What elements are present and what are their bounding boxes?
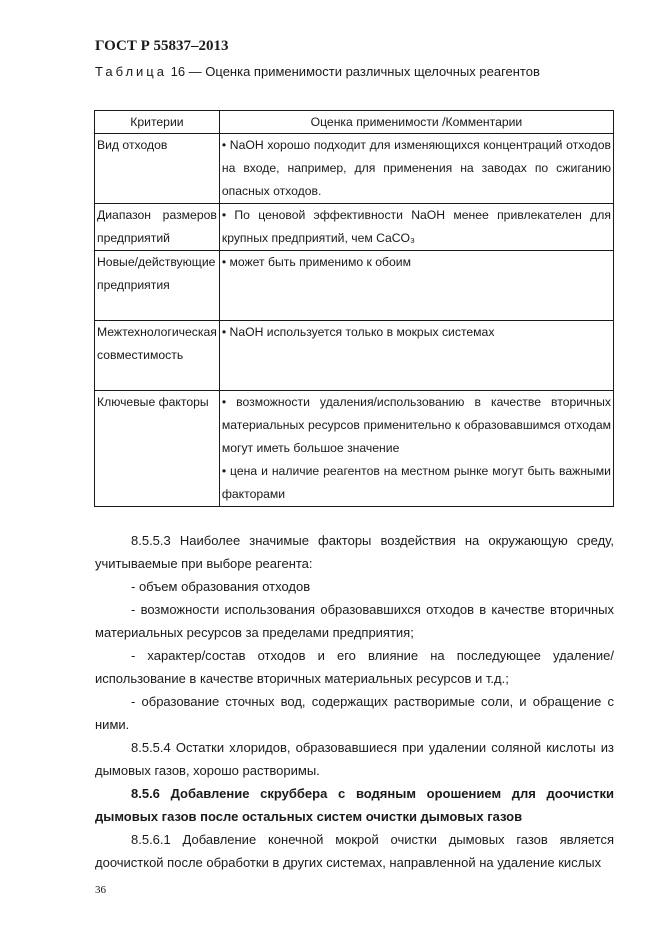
comment-text: • возможности удаления/использованию в качестве вторичных материальных ресурсов применительно к образовавшимся отходам могут иметь большое значение — [221, 395, 611, 455]
table-caption-title: 16 — Оценка применимости различных щелочных реагентов — [170, 64, 540, 79]
body-text — [95, 529, 614, 874]
table-row — [95, 204, 614, 251]
paragraph-8-5-6-1: 8.5.6.1 Добавление конечной мокрой очистки дымовых газов является доочисткой после обработки в других системах, направленной на удаление кислых — [95, 832, 614, 870]
table-caption-word: Таблица — [95, 64, 167, 79]
paragraph-8-5-5-4: 8.5.5.4 Остатки хлоридов, образовавшиеся при удалении соляной кислоты из дымовых газов, хорошо растворимы. — [95, 740, 614, 778]
comment-cell — [219, 321, 613, 391]
paragraph-8-5-5-3: 8.5.5.3 Наиболее значимые факторы воздействия на окружающую среду, учитываемые при выборе реагента: — [95, 533, 614, 571]
list-item: - объем образования отходов — [131, 579, 311, 594]
criteria-table — [94, 110, 614, 507]
section-heading-8-5-6: 8.5.6 Добавление скруббера с водяным орошением для доочистки дымовых газов после остальных систем очистки дымовых газов — [95, 786, 614, 824]
comment-text: • NaOH хорошо подходит для изменяющихся концентраций отходов на входе, например, для применения на заводах по сжиганию опасных отходов. — [221, 138, 611, 198]
table-row — [95, 391, 614, 507]
table-row — [95, 251, 614, 321]
criterion-cell: Новые/действующие предприятия — [95, 251, 220, 321]
comment-cell — [219, 251, 613, 321]
list-item: - возможности использования образовавшихся отходов в качестве вторичных материальных ресурсов за пределами предприятия; — [95, 602, 614, 640]
criterion-cell: Ключевые факторы — [95, 391, 220, 507]
criterion-cell: Диапазон размеров предприятий — [95, 204, 220, 251]
comment-text: • По ценовой эффективности NaOH менее привлекателен для крупных предприятий, чем CaCO₃ — [221, 208, 611, 245]
table-header-row — [95, 111, 614, 134]
comment-cell — [219, 134, 613, 204]
list-item: - характер/состав отходов и его влияние на последующее удаление/использование в качестве вторичных материальных ресурсов и т.д.; — [95, 648, 614, 686]
criterion-cell: Вид отходов — [95, 134, 220, 204]
table-row — [95, 134, 614, 204]
comment-text: • цена и наличие реагентов на местном рынке могут быть важными факторами — [221, 464, 611, 501]
table-row — [95, 321, 614, 391]
comment-text: • может быть применимо к обоим — [221, 255, 411, 269]
comment-cell — [219, 391, 613, 507]
list-item: - образование сточных вод, содержащих растворимые соли, и обращение с ними. — [95, 694, 614, 732]
table-caption — [95, 64, 540, 79]
column-header-criteria: Критерии — [95, 111, 220, 134]
criterion-cell: Межтехнологическая совместимость — [95, 321, 220, 391]
comment-cell — [219, 204, 613, 251]
page-number: 36 — [95, 884, 106, 896]
standard-code: ГОСТ Р 55837–2013 — [95, 38, 229, 54]
comment-text: • NaOH используется только в мокрых системах — [221, 325, 495, 339]
column-header-comments: Оценка применимости /Комментарии — [219, 111, 613, 134]
